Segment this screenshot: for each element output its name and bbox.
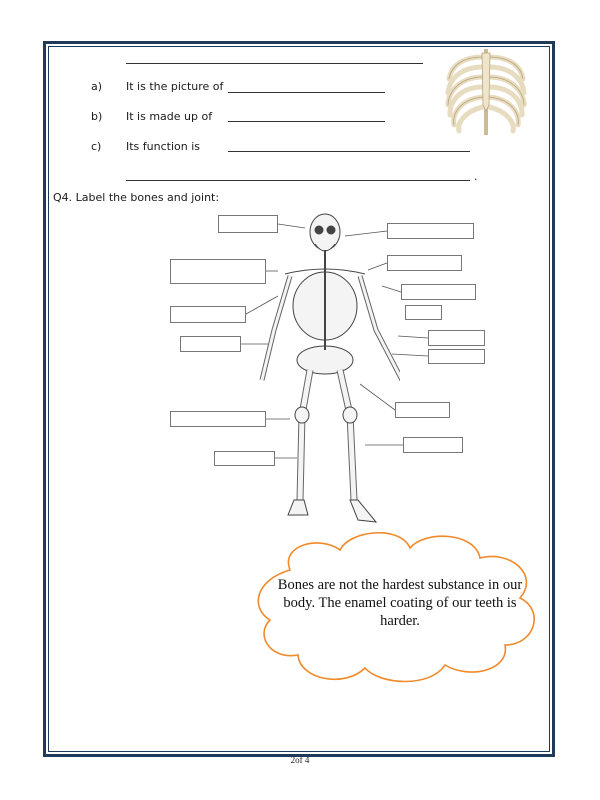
question-a-letter: a) [91, 80, 103, 93]
question-c-letter: c) [91, 140, 102, 153]
period-mark: . [474, 170, 478, 183]
question-c-text: Its function is [126, 140, 201, 153]
question-a-text: It is the picture of [126, 80, 224, 93]
page-number: 2of 4 [290, 755, 310, 765]
question-b-letter: b) [91, 110, 103, 123]
q4-title: Q4. Label the bones and joint: [53, 191, 220, 204]
fact-text: Bones are not the hardest substance in our body. The enamel coating of our teeth is harder. [277, 577, 523, 629]
question-b-text: It is made up of [126, 110, 213, 123]
